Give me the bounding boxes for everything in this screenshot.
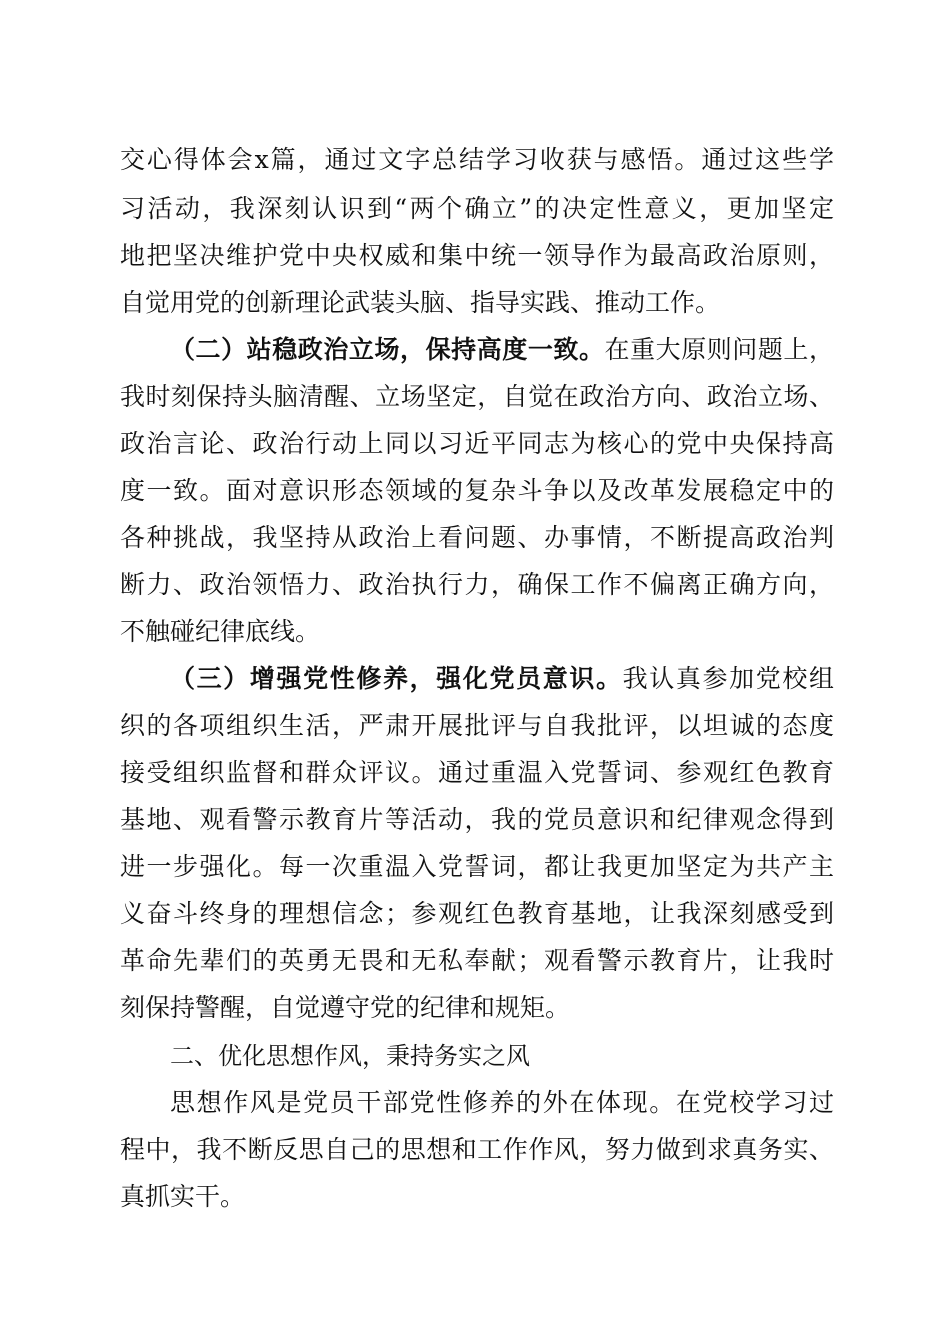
paragraph-line: 接受组织监督和群众评议。通过重温入党誓词、参观红色教育: [120, 758, 834, 787]
paragraph-line: 真抓实干。: [120, 1182, 246, 1211]
paragraph-line: 我时刻保持头脑清醒、立场坚定，自觉在政治方向、政治立场、: [120, 382, 834, 411]
paragraph-line: 革命先辈们的英勇无畏和无私奉献；观看警示教育片，让我时: [120, 946, 834, 975]
paragraph-line: 程中，我不断反思自己的思想和工作作风，努力做到求真务实、: [120, 1135, 834, 1164]
section-body-start: 在重大原则问题上，: [604, 335, 834, 364]
paragraph-line: 织的各项组织生活，严肃开展批评与自我批评，以坦诚的态度: [120, 711, 834, 740]
paragraph-line: 度一致。面对意识形态领域的复杂斗争以及改革发展稳定中的: [120, 476, 834, 505]
paragraph-line: 各种挑战，我坚持从政治上看问题、办事情，不断提高政治判: [120, 523, 834, 552]
paragraph-line: 进一步强化。每一次重温入党誓词，都让我更加坚定为共产主: [120, 852, 834, 881]
paragraph-line: 思想作风是党员干部党性修养的外在体现。在党校学习过: [170, 1088, 834, 1117]
paragraph-line: 习活动，我深刻认识到“两个确立”的决定性意义，更加坚定: [120, 194, 834, 223]
paragraph-line: 断力、政治领悟力、政治执行力，确保工作不偏离正确方向，: [120, 570, 834, 599]
section-line: [170, 335, 834, 365]
paragraph-line: 刻保持警醒，自觉遵守党的纪律和规矩。: [120, 993, 571, 1022]
section-heading-2: （二）站稳政治立场，保持高度一致。: [170, 335, 605, 364]
paragraph-line: 义奋斗终身的理想信念；参观红色教育基地，让我深刻感受到: [120, 899, 834, 928]
paragraph-line: 地把坚决维护党中央权威和集中统一领导作为最高政治原则，: [120, 241, 834, 270]
paragraph-line: 基地、观看警示教育片等活动，我的党员意识和纪律观念得到: [120, 805, 834, 834]
chapter-heading: 二、优化思想作风，秉持务实之风: [170, 1042, 530, 1070]
paragraph-line: 政治言论、政治行动上同以习近平同志为核心的党中央保持高: [120, 429, 834, 458]
paragraph-line: 自觉用党的创新理论武装头脑、指导实践、推动工作。: [120, 288, 721, 317]
section-body-start: 我认真参加党校组: [622, 664, 834, 693]
section-heading-3: （三）增强党性修养，强化党员意识。: [170, 664, 623, 693]
paragraph-line: 不触碰纪律底线。: [120, 617, 321, 646]
section-line: [170, 664, 834, 694]
paragraph-line: 交心得体会x篇，通过文字总结学习收获与感悟。通过这些学: [120, 145, 834, 174]
